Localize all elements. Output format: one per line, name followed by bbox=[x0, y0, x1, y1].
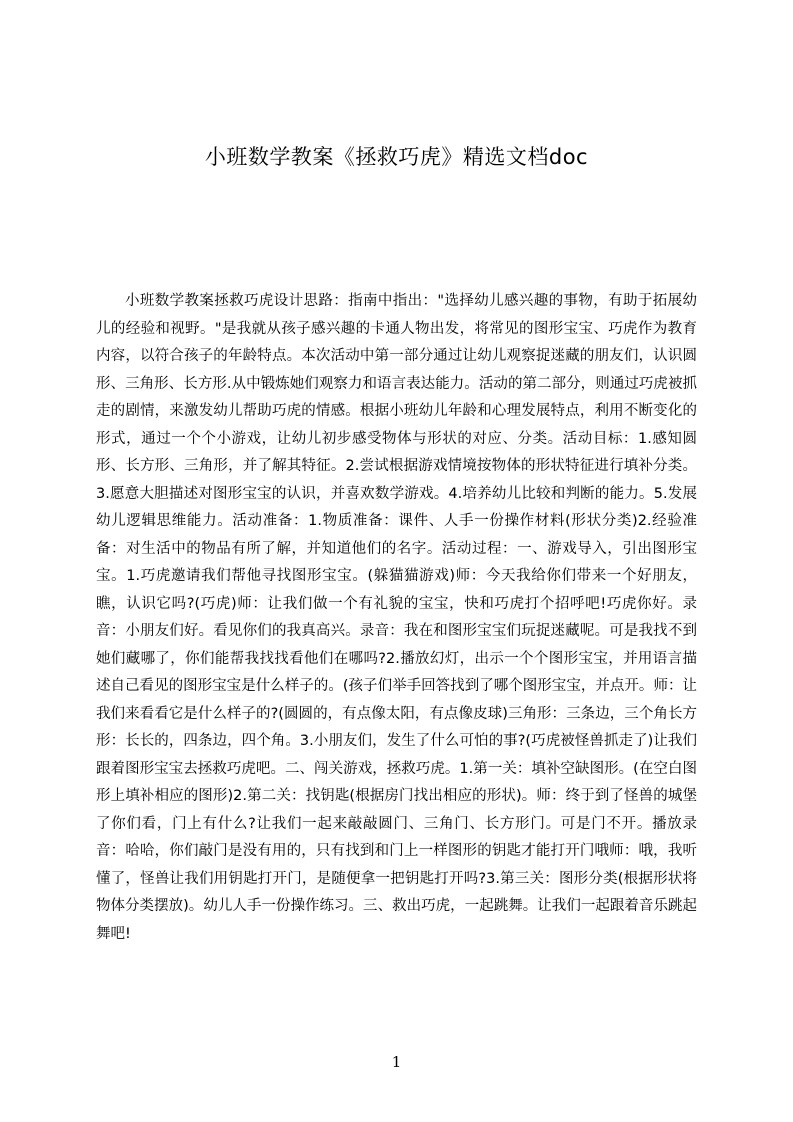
document-body: 小班数学教案拯救巧虎设计思路：指南中指出："选择幼儿感兴趣的事物，有助于拓展幼儿的经验和视野。"是我就从孩子感兴趣的卡通人物出发，将常见的图形宝宝、巧虎作为教育内容，以符合孩子的年龄特点。本次活动中第一部分通过让幼儿观察捉迷藏的朋友们，认识圆形、三角形、长方形.从中锻炼她们观察力和语言表达能力。活动的第二部分，则通过巧虎被抓走的剧情，来激发幼儿帮助巧虎的情感。根据小班幼儿年龄和心理发展特点，利用不断变化的形式，通过一个个小游戏，让幼儿初步感受物体与形状的对应、分类。活动目标：1.感知圆形、长方形、三角形，并了解其特征。2.尝试根据游戏情境按物体的形状特征进行填补分类。3.愿意大胆描述对图形宝宝的认识，并喜欢数学游戏。4.培养幼儿比较和判断的能力。5.发展幼儿逻辑思维能力。活动准备：1.物质准备：课件、人手一份操作材料(形状分类)2.经验准备：对生活中的物品有所了解，并知道他们的名字。活动过程：一、游戏导入，引出图形宝宝。1.巧虎邀请我们帮他寻找图形宝宝。(躲猫猫游戏)师：今天我给你们带来一个好朋友，瞧，认识它吗?(巧虎)师：让我们做一个有礼貌的宝宝，快和巧虎打个招呼吧!巧虎你好。录音：小朋友们好。看见你们的我真高兴。录音：我在和图形宝宝们玩捉迷藏呢。可是我找不到她们藏哪了，你们能帮我找找看他们在哪吗?2.播放幻灯，出示一个个图形宝宝，并用语言描述自己看见的图形宝宝是什么样子的。(孩子们举手回答找到了哪个图形宝宝，并点开。师：让我们来看看它是什么样子的?(圆圆的，有点像太阳，有点像皮球)三角形：三条边，三个角长方形：长长的，四条边，四个角。3.小朋友们，发生了什么可怕的事?(巧虎被怪兽抓走了)让我们跟着图形宝宝去拯救巧虎吧。二、闯关游戏，拯救巧虎。1.第一关：填补空缺图形。(在空白图形上填补相应的图形)2.第二关：找钥匙(根据房门找出相应的形状)。师：终于到了怪兽的城堡了你们看，门上有什么?让我们一起来敲敲圆门、三角门、长方形门。可是门不开。播放录音：哈哈，你们敲门是没有用的，只有找到和门上一样图形的钥匙才能打开门哦师：哦，我听懂了，怪兽让我们用钥匙打开门，是随便拿一把钥匙打开吗?3.第三关：图形分类(根据形状将物体分类摆放)。幼儿人手一份操作练习。三、救出巧虎，一起跳舞。让我们一起跟着音乐跳起舞吧! bbox=[96, 293, 697, 942]
page-number: 1 bbox=[391, 1053, 402, 1071]
document-title: 小班数学教案《拯救巧虎》精选文档doc bbox=[204, 145, 589, 169]
